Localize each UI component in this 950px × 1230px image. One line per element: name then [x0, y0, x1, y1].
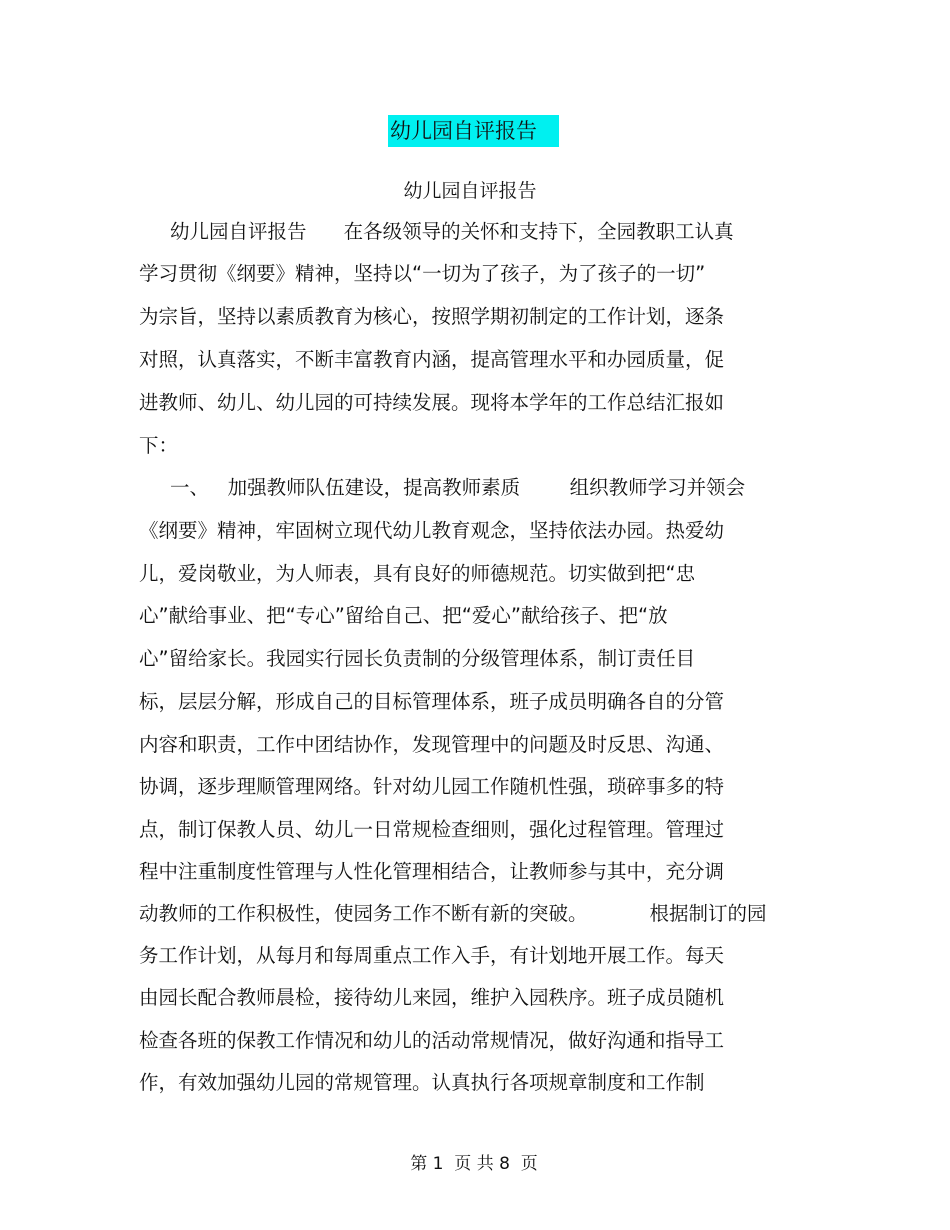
paragraph-line: 《纲要》精神，牢固树立现代幼儿教育观念，坚持依法办园。热爱幼	[139, 519, 725, 542]
paragraph-line: 动教师的工作积极性，使园务工作不断有新的突破。 根据制订的园	[139, 902, 767, 925]
paragraph-line: 务工作计划，从每月和每周重点工作入手，有计划地开展工作。每天	[139, 944, 725, 967]
paragraph-line: 协调，逐步理顺管理网络。针对幼儿园工作随机性强，琐碎事多的特	[139, 775, 725, 798]
paragraph-line: 学习贯彻《纲要》精神，坚持以“一切为了孩子，为了孩子的一切”	[139, 262, 706, 285]
paragraph-line: 由园长配合教师晨检，接待幼儿来园，维护入园秩序。班子成员随机	[139, 986, 725, 1009]
page-number-footer: 第 1 页 共 8 页	[410, 1154, 538, 1174]
paragraph-line: 儿，爱岗敬业，为人师表，具有良好的师德规范。切实做到把“忠	[139, 562, 696, 585]
document-title: 幼儿园自评报告	[388, 115, 559, 147]
paragraph-line: 幼儿园自评报告 在各级领导的关怀和支持下，全园教职工认真	[139, 220, 734, 243]
section-heading-line: 一、 加强教师队伍建设，提高教师素质 组织教师学习并领会	[139, 476, 746, 499]
paragraph-line: 为宗旨，坚持以素质教育为核心，按照学期初制定的工作计划，逐条	[139, 305, 725, 328]
paragraph-line: 程中注重制度性管理与人性化管理相结合，让教师参与其中，充分调	[139, 860, 725, 883]
paragraph-line: 心”留给家长。我园实行园长负责制的分级管理体系，制订责任目	[139, 647, 696, 670]
paragraph-line: 对照，认真落实，不断丰富教育内涵，提高管理水平和办园质量，促	[139, 348, 725, 371]
paragraph-line: 点，制订保教人员、幼儿一日常规检查细则，强化过程管理。管理过	[139, 818, 725, 841]
paragraph-line: 检查各班的保教工作情况和幼儿的活动常规情况，做好沟通和指导工	[139, 1029, 725, 1052]
paragraph-line: 作，有效加强幼儿园的常规管理。认真执行各项规章制度和工作制	[139, 1071, 705, 1094]
paragraph-line: 内容和职责，工作中团结协作，发现管理中的问题及时反思、沟通、	[139, 733, 725, 756]
paragraph-line: 进教师、幼儿、幼儿园的可持续发展。现将本学年的工作总结汇报如	[139, 391, 725, 414]
paragraph-line: 心”献给事业、把“专心”留给自己、把“爱心”献给孩子、把“放	[139, 604, 668, 627]
document-subtitle: 幼儿园自评报告	[403, 180, 537, 202]
paragraph-line: 标，层层分解，形成自己的目标管理体系，班子成员明确各自的分管	[139, 690, 725, 713]
paragraph-line: 下：	[139, 434, 179, 457]
